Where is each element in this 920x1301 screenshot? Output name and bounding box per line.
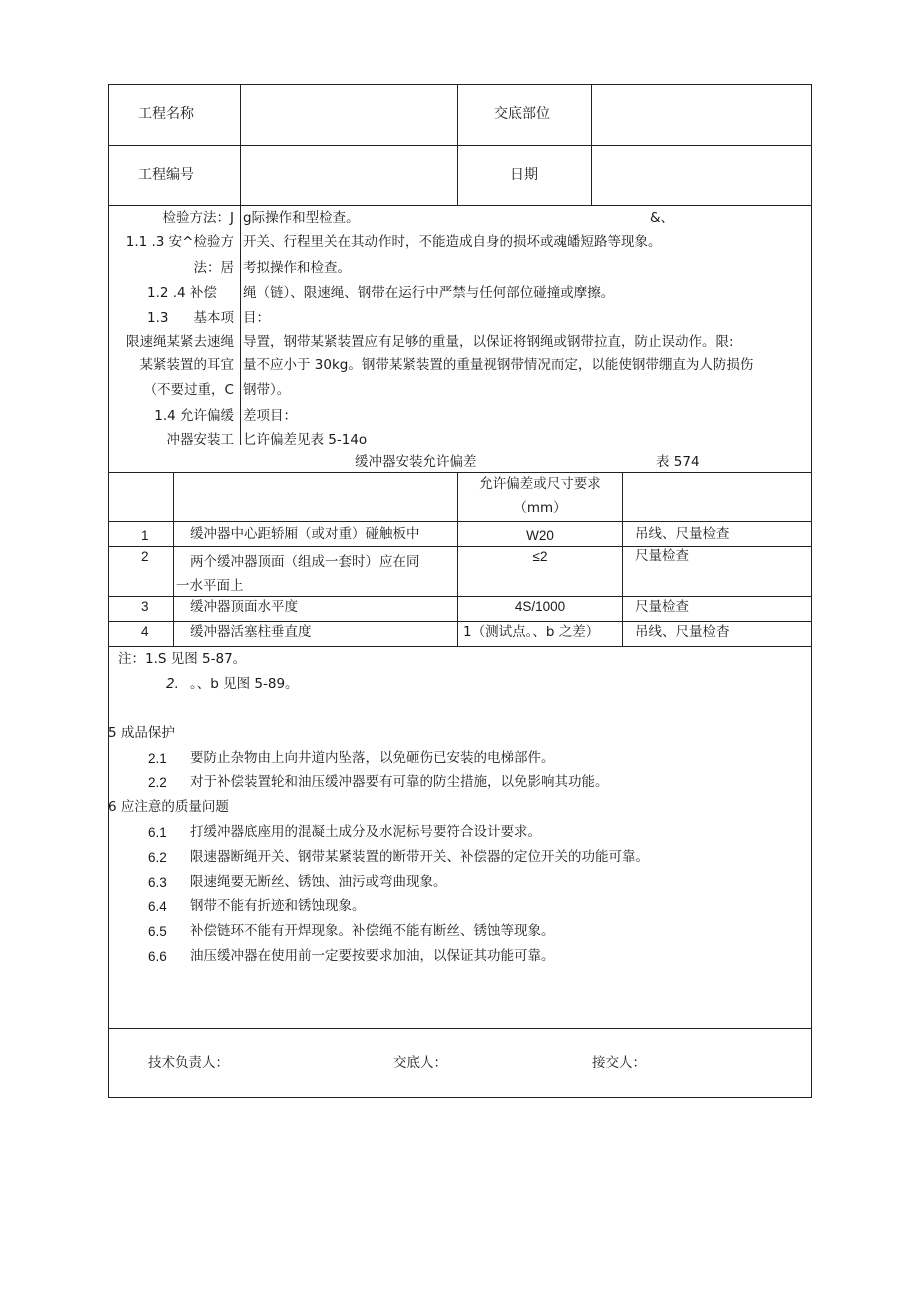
- body-line: 目：: [243, 310, 270, 326]
- body-line: 匕许偏差见表 5-14o: [243, 432, 368, 448]
- body-line: 考拟操作和检查。: [243, 260, 351, 276]
- row-method: 吊线、尺量检查: [635, 526, 730, 542]
- item-text: 限速绳要无断丝、锈蚀、油污或弯曲现象。: [190, 874, 447, 890]
- body-line: 开关、行程里关在其动作时，不能造成自身的损坏或魂皤短路等现象。: [243, 234, 662, 250]
- left-line: 1.3: [147, 310, 169, 326]
- location-label: 交底部位: [494, 106, 550, 122]
- left-line: 1.1 .3 安^检验方: [125, 234, 234, 250]
- item-number: 2.1: [148, 751, 167, 766]
- row-item: 缓冲器中心距轿厢（或对重）碰触板中: [190, 526, 420, 542]
- row-item: 缓冲器顶面水平度: [190, 599, 298, 615]
- date-label: 日期: [510, 167, 538, 183]
- note-1: 注：1.S 见图 5-87。: [118, 651, 247, 667]
- row-method: 尺量检查: [635, 548, 689, 564]
- body-line: 绳（链）、限速绳、钢带在运行中严禁与任何部位碰撞或摩擦。: [243, 285, 615, 301]
- row-number: 2: [141, 549, 149, 564]
- row-value: ≤2: [532, 549, 548, 564]
- body-mark: &、: [650, 210, 675, 226]
- row-value: W20: [526, 528, 554, 543]
- project-name-label: 工程名称: [138, 106, 194, 122]
- row-value: 4S/1000: [514, 599, 566, 614]
- item-text: 限速器断绳开关、钢带某紧装置的断带开关、补偿器的定位开关的功能可靠。: [190, 849, 649, 865]
- receiver-signature: 接交人：: [592, 1055, 646, 1071]
- body-line: 量不应小于 30kg。钢带某紧装置的重量视钢带情况而定，以能使钢带绷直为人防损伤: [243, 357, 754, 373]
- table-title: 缓冲器安装允许偏差: [355, 454, 477, 470]
- item-number: 6.4: [148, 899, 167, 914]
- item-number: 6.2: [148, 850, 167, 865]
- body-line: 导置，钢带某紧装置应有足够的重量，以保证将钢绳或钢带拉直，防止误动作。限:: [243, 334, 734, 350]
- body-line: g际操作和型检查。: [243, 210, 360, 226]
- left-line: 基本项: [193, 310, 234, 326]
- section-title: 6 应注意的质量问题: [108, 799, 229, 815]
- row-number: 4: [141, 624, 149, 639]
- row-method: 尺量检查: [635, 599, 689, 615]
- item-number: 6.1: [148, 825, 167, 840]
- left-line: 1.4 允许偏缓: [154, 408, 234, 424]
- left-line: 检验方法：J: [162, 210, 234, 226]
- row-item: 两个缓冲器顶面（组成一套时）应在同: [190, 554, 420, 570]
- row-number: 3: [141, 599, 149, 614]
- item-text: 补偿链环不能有开焊现象。补偿绳不能有断丝、锈蚀等现象。: [190, 923, 555, 939]
- left-line: 法：居: [193, 260, 234, 276]
- item-number: 6.5: [148, 924, 167, 939]
- tech-lead-signature: 技术负责人：: [148, 1055, 229, 1071]
- body-line: 钢带）。: [243, 382, 291, 398]
- left-line: 某紧装置的耳宜: [139, 357, 234, 373]
- item-number: 2.2: [148, 775, 167, 790]
- row-method: 吊线、尺量检杳: [635, 624, 730, 640]
- table-number: 表 574: [656, 454, 700, 470]
- item-text: 要防止杂物由上向井道内坠落，以免砸伤已安装的电梯部件。: [190, 750, 555, 766]
- left-line: 冲器安装工: [166, 432, 234, 448]
- left-line: 1.2 .4 补偿: [147, 285, 217, 301]
- item-number: 6.6: [148, 949, 167, 964]
- item-text: 油压缓冲器在使用前一定要按要求加油，以保证其功能可靠。: [190, 948, 555, 964]
- row-value: 1（测试点。、b 之差）: [463, 624, 600, 640]
- column-header: 允许偏差或尺寸要求: [479, 476, 601, 492]
- item-number: 6.3: [148, 875, 167, 890]
- row-number: 1: [141, 528, 149, 543]
- left-line: （不要过重，C: [143, 382, 234, 398]
- note-2-text: 。、b 见图 5-89。: [190, 676, 299, 692]
- note-2-number: 2.: [166, 676, 179, 692]
- row-item: 缓冲器活塞柱垂直度: [190, 624, 312, 640]
- left-line: 限速绳某紧去速绳: [126, 334, 234, 350]
- discloser-signature: 交底人：: [393, 1055, 447, 1071]
- column-header-unit: （mm）: [513, 500, 567, 516]
- row-item-cont: 一水平面上: [176, 578, 244, 594]
- project-no-label: 工程编号: [138, 167, 194, 183]
- item-text: 打缓冲器底座用的混凝土成分及水泥标号要符合设计要求。: [190, 824, 541, 840]
- item-text: 对于补偿装置轮和油压缓冲器要有可靠的防尘措施，以免影响其功能。: [190, 774, 609, 790]
- section-title: 5 成品保护: [108, 725, 175, 741]
- body-line: 差项目：: [243, 408, 297, 424]
- item-text: 钢带不能有折迹和锈蚀现象。: [190, 898, 366, 914]
